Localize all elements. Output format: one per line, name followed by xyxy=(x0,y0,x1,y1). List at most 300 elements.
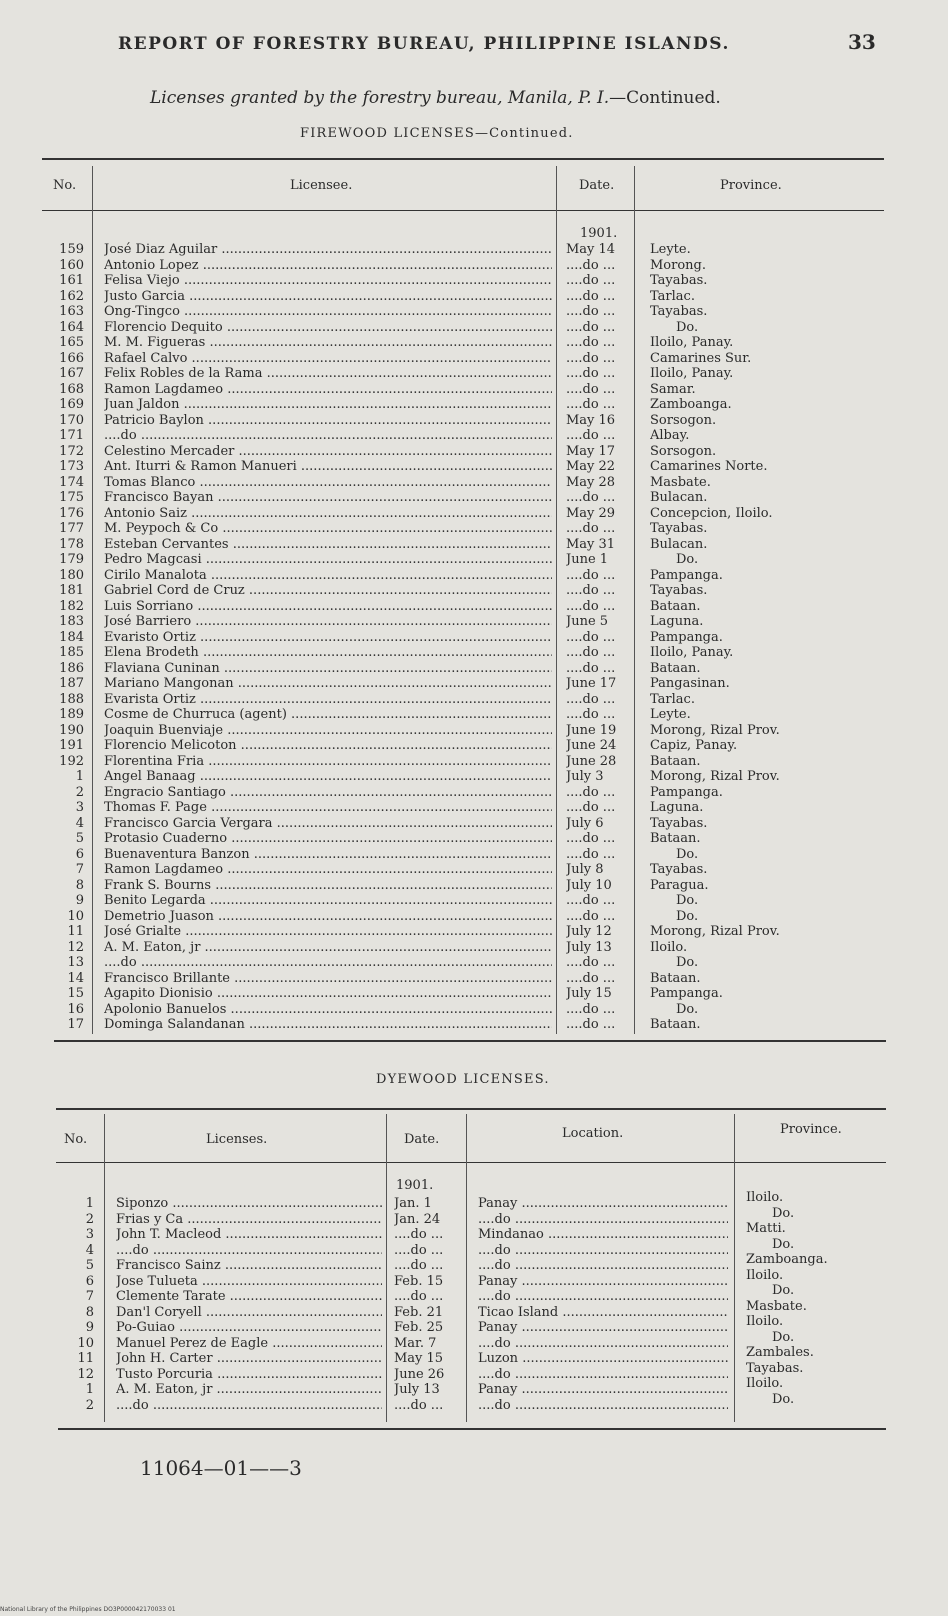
firewood-licensee-cell: Evaristo Ortiz ..... xyxy=(104,630,552,646)
dyewood-row-number: 2 xyxy=(85,1397,94,1413)
subtitle-suffix: —Continued. xyxy=(609,88,721,108)
firewood-top-rule xyxy=(42,158,884,160)
dyewood-location-cell: Ticao Island ..... xyxy=(478,1305,728,1321)
firewood-row-number: 181 xyxy=(59,583,84,598)
firewood-province-cell: Iloilo, Panay. xyxy=(650,335,734,350)
dyewood-province-cell: Do. xyxy=(772,1391,795,1407)
firewood-province-cell: Camarines Norte. xyxy=(650,459,768,474)
firewood-date-cell: July 12 xyxy=(566,924,612,939)
firewood-row-number: 171 xyxy=(59,428,84,443)
firewood-province-cell: Concepcion, Iloilo. xyxy=(650,505,773,521)
firewood-province-cell: Sorsogon. xyxy=(650,443,717,459)
dyewood-bottom-rule xyxy=(58,1428,886,1430)
firewood-row-number: 8 xyxy=(75,877,84,893)
firewood-row-number: 177 xyxy=(59,521,84,536)
scan-credit: National Library of the Philippines DO3P000042170033 01 xyxy=(0,1606,176,1613)
firewood-province-cell: Do. xyxy=(676,846,699,862)
firewood-row-number: 172 xyxy=(59,443,84,459)
firewood-licensee-cell: José Diaz Aguilar ..... xyxy=(104,242,552,258)
firewood-date-cell: ....do ... xyxy=(566,567,616,583)
firewood-licensee-cell: Celestino Mercader ..... xyxy=(104,444,552,460)
firewood-licensee-cell: Engracio Santiago ..... xyxy=(104,785,552,801)
firewood-province-cell: Morong. xyxy=(650,257,707,273)
dyewood-col-divider xyxy=(386,1114,387,1422)
firewood-licensee-cell: Francisco Garcia Vergara ..... xyxy=(104,816,552,832)
firewood-date-cell: ....do ... xyxy=(566,629,616,645)
firewood-licensee-cell: José Grialte ..... xyxy=(104,924,552,940)
firewood-header-date: Date. xyxy=(579,178,615,193)
dyewood-location-column xyxy=(478,1196,728,1413)
firewood-province-cell: Tayabas. xyxy=(650,583,708,598)
dyewood-row-number: 4 xyxy=(85,1242,94,1258)
firewood-date-cell: ....do ... xyxy=(566,1017,616,1032)
dyewood-province-cell: Iloilo. xyxy=(746,1267,784,1283)
firewood-row-number: 15 xyxy=(67,986,84,1001)
dyewood-row-number: 1 xyxy=(85,1382,94,1397)
dyewood-province-cell: Do. xyxy=(772,1236,795,1252)
firewood-licensee-cell: Buenaventura Banzon ..... xyxy=(104,847,552,863)
firewood-province-cell: Tarlac. xyxy=(650,288,695,304)
dyewood-row-number: 8 xyxy=(85,1304,94,1320)
firewood-row-number: 185 xyxy=(59,645,84,660)
firewood-header-province: Province. xyxy=(720,178,782,193)
dyewood-licensee-cell: John H. Carter ..... xyxy=(116,1351,382,1367)
dyewood-province-cell: Masbate. xyxy=(746,1298,807,1314)
firewood-licensee-cell: Benito Legarda ..... xyxy=(104,893,552,909)
firewood-row-number: 189 xyxy=(59,707,84,722)
firewood-row-number: 186 xyxy=(59,660,84,676)
printer-signature: 11064—01——3 xyxy=(140,1456,302,1480)
firewood-licensee-cell: Flaviana Cuninan ..... xyxy=(104,661,552,677)
dyewood-row-number: 2 xyxy=(85,1211,94,1227)
firewood-date-cell: ....do ... xyxy=(566,893,616,908)
firewood-header-rule xyxy=(42,210,884,211)
firewood-licensee-cell: Justo Garcia ..... xyxy=(104,289,552,305)
firewood-row-number: 10 xyxy=(67,908,84,924)
dyewood-province-cell: Matti. xyxy=(746,1221,786,1236)
dyewood-province-cell: Do. xyxy=(772,1329,795,1345)
firewood-date-cell: ....do ... xyxy=(566,381,616,397)
firewood-licensee-cell: Gabriel Cord de Cruz ..... xyxy=(104,583,552,599)
firewood-number-column xyxy=(44,242,84,1033)
dyewood-licensee-cell: Dan'l Coryell ..... xyxy=(116,1305,382,1321)
dyewood-date-cell: ....do ... xyxy=(394,1258,444,1273)
firewood-row-number: 17 xyxy=(67,1017,84,1032)
dyewood-licensee-cell: Tusto Porcuria ..... xyxy=(116,1367,382,1383)
firewood-section-title: FIREWOOD LICENSES—Continued. xyxy=(300,126,574,141)
firewood-date-cell: May 31 xyxy=(566,536,616,552)
dyewood-row-number: 1 xyxy=(85,1196,94,1211)
firewood-row-number: 2 xyxy=(75,784,84,800)
firewood-licensee-cell: Frank S. Bourns ..... xyxy=(104,878,552,894)
firewood-date-cell: ....do ... xyxy=(566,366,616,381)
firewood-row-number: 162 xyxy=(59,288,84,304)
dyewood-province-cell: Iloilo. xyxy=(746,1190,784,1205)
firewood-date-cell: June 5 xyxy=(566,614,609,629)
firewood-row-number: 173 xyxy=(59,459,84,474)
dyewood-row-number: 5 xyxy=(85,1258,94,1273)
firewood-licensee-cell: Tomas Blanco ..... xyxy=(104,475,552,491)
firewood-licensee-cell: Patricio Baylon ..... xyxy=(104,413,552,429)
firewood-row-number: 160 xyxy=(59,257,84,273)
firewood-licensee-cell: Ramon Lagdameo ..... xyxy=(104,862,552,878)
firewood-row-number: 12 xyxy=(67,939,84,955)
firewood-date-cell: ....do ... xyxy=(566,784,616,800)
firewood-date-cell: July 10 xyxy=(566,877,612,893)
dyewood-licensee-cell: Siponzo ..... xyxy=(116,1196,382,1212)
firewood-licensee-cell: Cirilo Manalota ..... xyxy=(104,568,552,584)
firewood-licensee-cell: M. M. Figueras ..... xyxy=(104,335,552,351)
dyewood-row-number: 6 xyxy=(85,1273,94,1289)
dyewood-col-divider xyxy=(734,1114,735,1422)
firewood-date-cell: ....do ... xyxy=(566,490,616,505)
firewood-row-number: 7 xyxy=(75,862,84,877)
dyewood-header-province: Province. xyxy=(780,1122,842,1137)
firewood-licensee-cell: Ramon Lagdameo ..... xyxy=(104,382,552,398)
dyewood-location-cell: Mindanao ..... xyxy=(478,1227,728,1243)
firewood-licensee-cell: Rafael Calvo ..... xyxy=(104,351,552,367)
dyewood-date-cell: July 13 xyxy=(394,1382,440,1397)
firewood-date-cell: ....do ... xyxy=(566,707,616,722)
dyewood-header-no: No. xyxy=(64,1132,88,1147)
firewood-header-no: No. xyxy=(53,178,77,193)
dyewood-licensee-cell: A. M. Eaton, jr ..... xyxy=(116,1382,382,1398)
firewood-col-divider xyxy=(556,166,557,1034)
firewood-licensee-cell: Cosme de Churruca (agent) ..... xyxy=(104,707,552,723)
firewood-province-cell: Do. xyxy=(676,552,699,567)
firewood-row-number: 168 xyxy=(59,381,84,397)
firewood-province-cell: Tayabas. xyxy=(650,273,708,288)
firewood-province-cell: Iloilo, Panay. xyxy=(650,645,734,660)
firewood-date-cell: ....do ... xyxy=(566,970,616,986)
firewood-licensee-cell: Francisco Bayan ..... xyxy=(104,490,552,506)
firewood-date-cell: May 16 xyxy=(566,412,616,428)
firewood-licensee-column xyxy=(104,242,552,1033)
firewood-province-cell: Do. xyxy=(676,1001,699,1017)
dyewood-province-cell: Tayabas. xyxy=(746,1360,804,1376)
dyewood-province-column xyxy=(746,1190,882,1407)
firewood-row-number: 187 xyxy=(59,676,84,691)
dyewood-date-column xyxy=(394,1196,464,1413)
firewood-date-column xyxy=(566,242,630,1033)
firewood-licensee-cell: ....do ..... xyxy=(104,428,552,444)
firewood-licensee-cell: Demetrio Juason ..... xyxy=(104,909,552,925)
dyewood-province-cell: Iloilo. xyxy=(746,1376,784,1391)
dyewood-licensee-cell: Po-Guiao ..... xyxy=(116,1320,382,1336)
firewood-row-number: 3 xyxy=(75,800,84,815)
firewood-row-number: 180 xyxy=(59,567,84,583)
dyewood-date-cell: ....do ... xyxy=(394,1289,444,1304)
firewood-province-cell: Masbate. xyxy=(650,474,711,490)
dyewood-date-cell: Jan. 1 xyxy=(394,1196,432,1211)
firewood-date-cell: ....do ... xyxy=(566,397,616,412)
firewood-date-cell: July 13 xyxy=(566,939,612,955)
dyewood-top-rule xyxy=(56,1108,886,1110)
dyewood-header-date: Date. xyxy=(404,1132,440,1147)
dyewood-date-cell: Feb. 15 xyxy=(394,1273,444,1289)
firewood-row-number: 1 xyxy=(75,769,84,784)
firewood-province-cell: Bataan. xyxy=(650,1017,701,1032)
dyewood-licensee-cell: Francisco Sainz ..... xyxy=(116,1258,382,1274)
firewood-row-number: 166 xyxy=(59,350,84,366)
firewood-date-cell: ....do ... xyxy=(566,846,616,862)
dyewood-date-cell: June 26 xyxy=(394,1366,445,1382)
firewood-province-cell: Morong, Rizal Prov. xyxy=(650,722,780,738)
firewood-licensee-cell: Luis Sorriano ..... xyxy=(104,599,552,615)
firewood-province-cell: Iloilo. xyxy=(650,939,688,955)
firewood-licensee-cell: Evarista Ortiz ..... xyxy=(104,692,552,708)
firewood-row-number: 176 xyxy=(59,505,84,521)
dyewood-header-licensee: Licenses. xyxy=(206,1132,268,1147)
dyewood-date-cell: ....do ... xyxy=(394,1397,444,1413)
dyewood-location-cell: ....do ..... xyxy=(478,1289,728,1305)
firewood-province-cell: Bataan. xyxy=(650,660,701,676)
firewood-date-cell: ....do ... xyxy=(566,1001,616,1017)
firewood-row-number: 165 xyxy=(59,335,84,350)
firewood-licensee-cell: Agapito Dionisio ..... xyxy=(104,986,552,1002)
dyewood-location-cell: ....do ..... xyxy=(478,1258,728,1274)
firewood-col-divider xyxy=(92,166,93,1034)
dyewood-col-divider xyxy=(466,1114,467,1422)
firewood-province-cell: Bataan. xyxy=(650,598,701,614)
firewood-licensee-cell: Juan Jaldon ..... xyxy=(104,397,552,413)
firewood-row-number: 167 xyxy=(59,366,84,381)
firewood-province-cell: Bulacan. xyxy=(650,536,708,552)
dyewood-date-cell: Jan. 24 xyxy=(394,1211,441,1227)
firewood-licensee-cell: ....do ..... xyxy=(104,955,552,971)
firewood-province-cell: Bataan. xyxy=(650,753,701,769)
dyewood-licensee-column xyxy=(116,1196,382,1413)
firewood-date-cell: June 28 xyxy=(566,753,617,769)
firewood-row-number: 4 xyxy=(75,815,84,831)
firewood-col-divider xyxy=(634,166,635,1034)
firewood-province-cell: Samar. xyxy=(650,381,696,397)
firewood-licensee-cell: Antonio Saiz ..... xyxy=(104,506,552,522)
firewood-date-cell: ....do ... xyxy=(566,800,616,815)
firewood-row-number: 174 xyxy=(59,474,84,490)
dyewood-row-number: 7 xyxy=(85,1289,94,1304)
firewood-province-cell: Leyte. xyxy=(650,707,691,722)
firewood-licensee-cell: Apolonio Banuelos ..... xyxy=(104,1002,552,1018)
firewood-licensee-cell: M. Peypoch & Co ..... xyxy=(104,521,552,537)
firewood-date-cell: ....do ... xyxy=(566,288,616,304)
dyewood-number-column xyxy=(60,1196,94,1413)
dyewood-header-location: Location. xyxy=(562,1126,624,1141)
dyewood-location-cell: ....do ..... xyxy=(478,1212,728,1228)
firewood-licensee-cell: Florencio Dequito ..... xyxy=(104,320,552,336)
page-number: 33 xyxy=(848,30,876,54)
firewood-date-cell: ....do ... xyxy=(566,955,616,970)
dyewood-licensee-cell: Jose Tulueta ..... xyxy=(116,1274,382,1290)
firewood-date-cell: ....do ... xyxy=(566,350,616,366)
firewood-row-number: 188 xyxy=(59,691,84,707)
firewood-province-cell: Paragua. xyxy=(650,877,709,893)
firewood-province-cell: Laguna. xyxy=(650,800,704,815)
firewood-row-number: 5 xyxy=(75,831,84,846)
firewood-date-cell: ....do ... xyxy=(566,257,616,273)
dyewood-licensee-cell: Manuel Perez de Eagle ..... xyxy=(116,1336,382,1352)
firewood-province-cell: Albay. xyxy=(650,428,690,443)
firewood-row-number: 169 xyxy=(59,397,84,412)
firewood-row-number: 190 xyxy=(59,722,84,738)
firewood-licensee-cell: Thomas F. Page ..... xyxy=(104,800,552,816)
dyewood-header-rule xyxy=(56,1162,886,1163)
dyewood-licensee-cell: Clemente Tarate ..... xyxy=(116,1289,382,1305)
firewood-date-cell: ....do ... xyxy=(566,691,616,707)
firewood-licensee-cell: Felisa Viejo ..... xyxy=(104,273,552,289)
firewood-province-column xyxy=(650,242,882,1033)
dyewood-date-cell: Feb. 21 xyxy=(394,1304,444,1320)
firewood-header-licensee: Licensee. xyxy=(290,178,353,193)
firewood-row-number: 179 xyxy=(59,552,84,567)
firewood-date-cell: ....do ... xyxy=(566,521,616,536)
dyewood-row-number: 9 xyxy=(85,1320,94,1335)
dyewood-licensee-cell: ....do ..... xyxy=(116,1398,382,1414)
firewood-date-cell: June 24 xyxy=(566,738,617,753)
firewood-date-cell: May 22 xyxy=(566,459,616,474)
firewood-row-number: 192 xyxy=(59,753,84,769)
firewood-licensee-cell: Antonio Lopez ..... xyxy=(104,258,552,274)
firewood-date-cell: ....do ... xyxy=(566,319,616,335)
firewood-date-cell: June 19 xyxy=(566,722,617,738)
firewood-row-number: 159 xyxy=(59,242,84,257)
firewood-province-cell: Bulacan. xyxy=(650,490,708,505)
page-subtitle xyxy=(150,88,721,108)
dyewood-date-cell: ....do ... xyxy=(394,1227,444,1242)
firewood-province-cell: Do. xyxy=(676,908,699,924)
firewood-date-cell: ....do ... xyxy=(566,660,616,676)
firewood-province-cell: Do. xyxy=(676,893,699,908)
dyewood-location-cell: ....do ..... xyxy=(478,1243,728,1259)
firewood-province-cell: Sorsogon. xyxy=(650,412,717,428)
firewood-province-cell: Tayabas. xyxy=(650,815,708,831)
dyewood-province-cell: Zambales. xyxy=(746,1345,814,1360)
firewood-licensee-cell: Elena Brodeth ..... xyxy=(104,645,552,661)
firewood-licensee-cell: Mariano Mangonan ..... xyxy=(104,676,552,692)
firewood-row-number: 184 xyxy=(59,629,84,645)
firewood-bottom-rule xyxy=(54,1040,886,1042)
firewood-date-cell: July 6 xyxy=(566,815,604,831)
dyewood-province-cell: Zamboanga. xyxy=(746,1252,828,1267)
dyewood-date-cell: Feb. 25 xyxy=(394,1320,444,1335)
firewood-province-cell: Pampanga. xyxy=(650,784,723,800)
firewood-licensee-cell: Felix Robles de la Rama ..... xyxy=(104,366,552,382)
firewood-row-number: 14 xyxy=(67,970,84,986)
dyewood-row-number: 3 xyxy=(85,1227,94,1242)
firewood-licensee-cell: A. M. Eaton, jr ..... xyxy=(104,940,552,956)
dyewood-location-cell: Panay ..... xyxy=(478,1274,728,1290)
dyewood-date-cell: Mar. 7 xyxy=(394,1335,437,1351)
firewood-date-cell: July 8 xyxy=(566,862,604,877)
firewood-row-number: 175 xyxy=(59,490,84,505)
firewood-row-number: 6 xyxy=(75,846,84,862)
firewood-row-number: 13 xyxy=(67,955,84,970)
firewood-province-cell: Do. xyxy=(676,319,699,335)
firewood-licensee-cell: Ong-Tingco ..... xyxy=(104,304,552,320)
dyewood-row-number: 12 xyxy=(77,1366,94,1382)
firewood-row-number: 161 xyxy=(59,273,84,288)
firewood-year: 1901. xyxy=(580,226,618,241)
firewood-licensee-cell: Francisco Brillante ..... xyxy=(104,971,552,987)
dyewood-section-title: DYEWOOD LICENSES. xyxy=(376,1072,550,1087)
firewood-province-cell: Zamboanga. xyxy=(650,397,732,412)
firewood-date-cell: June 17 xyxy=(566,676,617,691)
dyewood-date-cell: May 15 xyxy=(394,1351,444,1366)
firewood-province-cell: Capiz, Panay. xyxy=(650,738,738,753)
subtitle-italic: Licenses granted by the forestry bureau, Manila, P. I. xyxy=(150,88,610,108)
firewood-province-cell: Pangasinan. xyxy=(650,676,730,691)
firewood-licensee-cell: Florentina Fria ..... xyxy=(104,754,552,770)
firewood-province-cell: Tayabas. xyxy=(650,521,708,536)
firewood-province-cell: Pampanga. xyxy=(650,567,723,583)
dyewood-licensee-cell: John T. Macleod ..... xyxy=(116,1227,382,1243)
firewood-row-number: 11 xyxy=(67,924,84,939)
firewood-province-cell: Iloilo, Panay. xyxy=(650,366,734,381)
firewood-licensee-cell: Ant. Iturri & Ramon Manueri ..... xyxy=(104,459,552,475)
firewood-licensee-cell: Protasio Cuaderno ..... xyxy=(104,831,552,847)
firewood-row-number: 163 xyxy=(59,304,84,319)
firewood-licensee-cell: Joaquin Buenviaje ..... xyxy=(104,723,552,739)
firewood-date-cell: ....do ... xyxy=(566,304,616,319)
firewood-licensee-cell: Pedro Magcasi ..... xyxy=(104,552,552,568)
firewood-row-number: 9 xyxy=(75,893,84,908)
dyewood-year: 1901. xyxy=(396,1178,434,1193)
dyewood-date-cell: ....do ... xyxy=(394,1242,444,1258)
firewood-date-cell: ....do ... xyxy=(566,908,616,924)
firewood-date-cell: May 29 xyxy=(566,505,616,521)
firewood-province-cell: Camarines Sur. xyxy=(650,350,752,366)
dyewood-province-cell: Iloilo. xyxy=(746,1314,784,1329)
firewood-province-cell: Morong, Rizal Prov. xyxy=(650,924,780,939)
report-header-title: REPORT OF FORESTRY BUREAU, PHILIPPINE ISLANDS. xyxy=(118,34,730,54)
firewood-row-number: 164 xyxy=(59,319,84,335)
firewood-licensee-cell: Florencio Melicoton ..... xyxy=(104,738,552,754)
firewood-date-cell: ....do ... xyxy=(566,428,616,443)
firewood-province-cell: Laguna. xyxy=(650,614,704,629)
firewood-row-number: 16 xyxy=(67,1001,84,1017)
firewood-province-cell: Tarlac. xyxy=(650,691,695,707)
firewood-date-cell: ....do ... xyxy=(566,598,616,614)
firewood-province-cell: Bataan. xyxy=(650,831,701,846)
dyewood-row-number: 10 xyxy=(77,1335,94,1351)
firewood-date-cell: May 28 xyxy=(566,474,616,490)
dyewood-location-cell: Panay ..... xyxy=(478,1196,728,1212)
dyewood-row-number: 11 xyxy=(77,1351,94,1366)
firewood-row-number: 183 xyxy=(59,614,84,629)
firewood-date-cell: July 15 xyxy=(566,986,612,1001)
firewood-row-number: 182 xyxy=(59,598,84,614)
firewood-licensee-cell: José Barriero ..... xyxy=(104,614,552,630)
dyewood-location-cell: Luzon ..... xyxy=(478,1351,728,1367)
firewood-row-number: 178 xyxy=(59,536,84,552)
firewood-licensee-cell: Angel Banaag ..... xyxy=(104,769,552,785)
firewood-date-cell: ....do ... xyxy=(566,831,616,846)
firewood-row-number: 170 xyxy=(59,412,84,428)
firewood-date-cell: ....do ... xyxy=(566,335,616,350)
dyewood-location-cell: Panay ..... xyxy=(478,1320,728,1336)
firewood-date-cell: ....do ... xyxy=(566,583,616,598)
firewood-province-cell: Morong, Rizal Prov. xyxy=(650,769,780,784)
firewood-province-cell: Bataan. xyxy=(650,970,701,986)
firewood-date-cell: ....do ... xyxy=(566,273,616,288)
dyewood-col-divider xyxy=(104,1114,105,1422)
firewood-province-cell: Leyte. xyxy=(650,242,691,257)
firewood-licensee-cell: Esteban Cervantes ..... xyxy=(104,537,552,553)
dyewood-location-cell: ....do ..... xyxy=(478,1367,728,1383)
dyewood-location-cell: ....do ..... xyxy=(478,1398,728,1414)
dyewood-location-cell: ....do ..... xyxy=(478,1336,728,1352)
dyewood-province-cell: Do. xyxy=(772,1283,795,1298)
